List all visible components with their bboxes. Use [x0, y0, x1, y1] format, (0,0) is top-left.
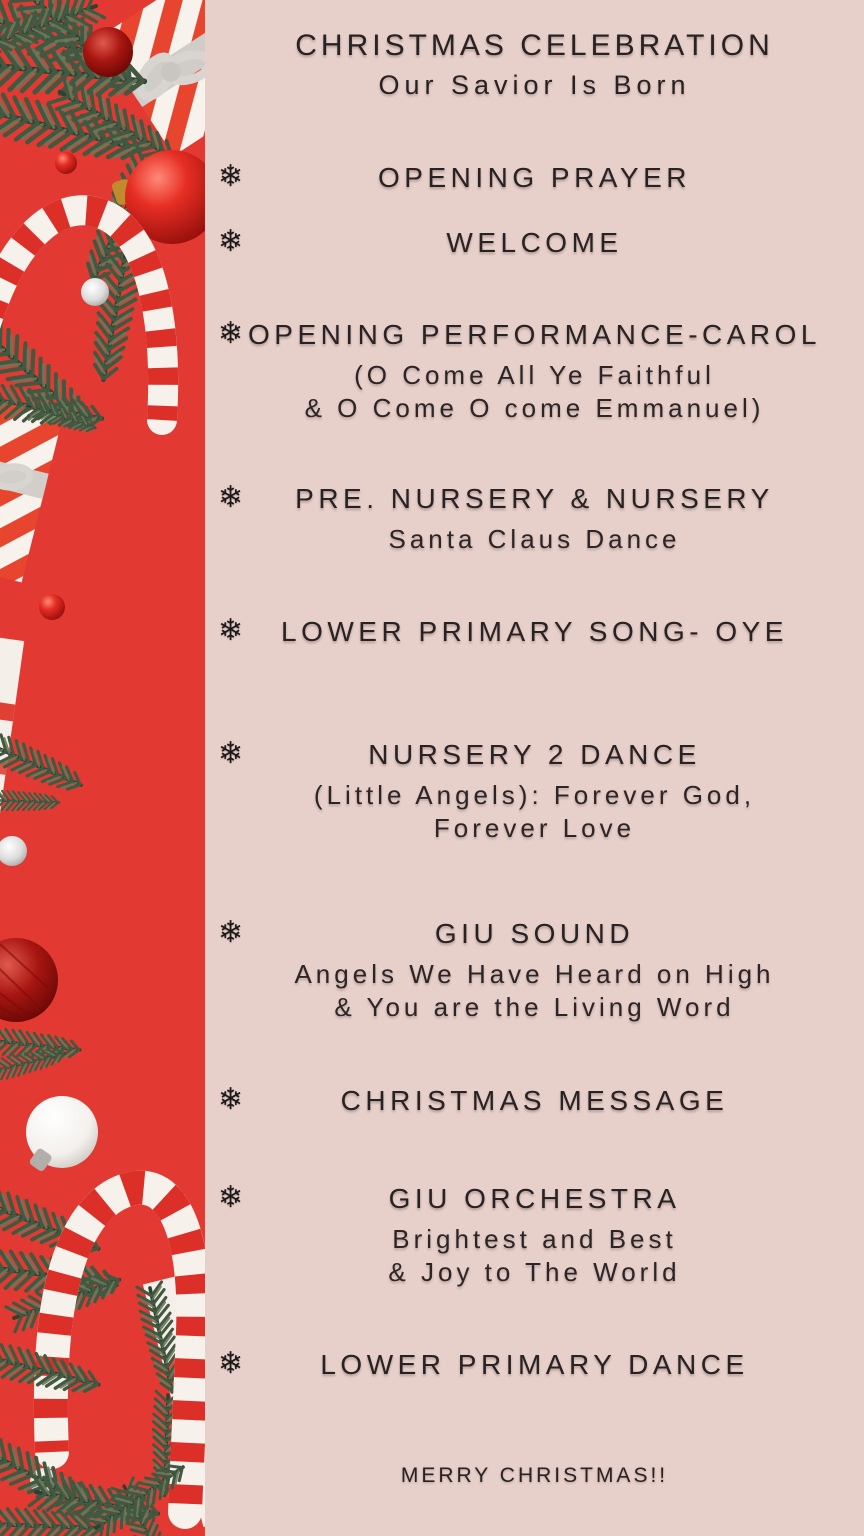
- program-item-title: PRE. NURSERY & NURSERY: [295, 483, 774, 514]
- program-item-title: OPENING PRAYER: [378, 162, 691, 193]
- snowflake-icon: ❄: [218, 614, 244, 647]
- program-item-detail: & You are the Living Word: [334, 992, 735, 1022]
- snowflake-icon: ❄: [218, 225, 244, 258]
- program-item-title: GIU ORCHESTRA: [388, 1183, 681, 1214]
- snowflake-icon: ❄: [218, 1347, 244, 1380]
- program-item-lower-primary-song: [205, 614, 864, 647]
- program-item-title: CHRISTMAS MESSAGE: [340, 1085, 729, 1116]
- snowflake-icon: ❄: [218, 916, 244, 949]
- footer-greeting: MERRY CHRISTMAS!!: [400, 1464, 669, 1487]
- snowflake-icon: ❄: [218, 481, 244, 514]
- program-item-opening-performance: [205, 317, 864, 425]
- program-item-detail: (O Come All Ye Faithful: [354, 360, 715, 390]
- christmas-photo-strip: [0, 0, 205, 1536]
- red-berry-mid: [39, 594, 65, 620]
- snowflake-icon: ❄: [218, 1083, 244, 1116]
- snowflake-icon: ❄: [218, 317, 244, 350]
- program-item-giu-orchestra: [205, 1181, 864, 1289]
- program-item-title: LOWER PRIMARY SONG- OYE: [281, 616, 788, 647]
- program-item-giu-sound: [205, 916, 864, 1024]
- program-item-detail: Angels We Have Heard on High: [294, 959, 775, 989]
- program-item-detail: Forever Love: [433, 813, 636, 843]
- page-title: CHRISTMAS CELEBRATION: [295, 29, 774, 62]
- program-item-detail: Santa Claus Dance: [388, 524, 681, 554]
- program-item-title: OPENING PERFORMANCE-CAROL: [248, 319, 821, 350]
- white-glitter-bauble: [81, 278, 109, 306]
- red-berry: [55, 152, 77, 174]
- program-item-welcome: [205, 225, 864, 258]
- program-item-pre-nursery: [205, 481, 864, 556]
- program-item-title: LOWER PRIMARY DANCE: [320, 1349, 749, 1380]
- program-item-detail: (Little Angels): Forever God,: [313, 780, 756, 810]
- program-item-title: WELCOME: [446, 227, 623, 258]
- program-item-detail: & Joy to The World: [388, 1257, 681, 1287]
- program-panel: [205, 0, 864, 1536]
- poster-header: [205, 27, 864, 100]
- program-item-christmas-message: [205, 1083, 864, 1116]
- program-item-nursery2-dance: [205, 737, 864, 845]
- snowflake-icon: ❄: [218, 160, 244, 193]
- program-item-opening-prayer: [205, 160, 864, 193]
- program-item-detail: Brightest and Best: [392, 1224, 677, 1254]
- program-item-detail: & O Come O come Emmanuel): [304, 393, 765, 423]
- program-item-lower-primary-dance: [205, 1347, 864, 1380]
- snowflake-icon: ❄: [218, 737, 244, 770]
- page-subtitle: Our Savior Is Born: [378, 70, 691, 100]
- snowflake-icon: ❄: [218, 1181, 244, 1214]
- program-item-title: GIU SOUND: [434, 918, 635, 949]
- glitter-red-bauble: [83, 27, 133, 77]
- program-item-title: NURSERY 2 DANCE: [368, 739, 701, 770]
